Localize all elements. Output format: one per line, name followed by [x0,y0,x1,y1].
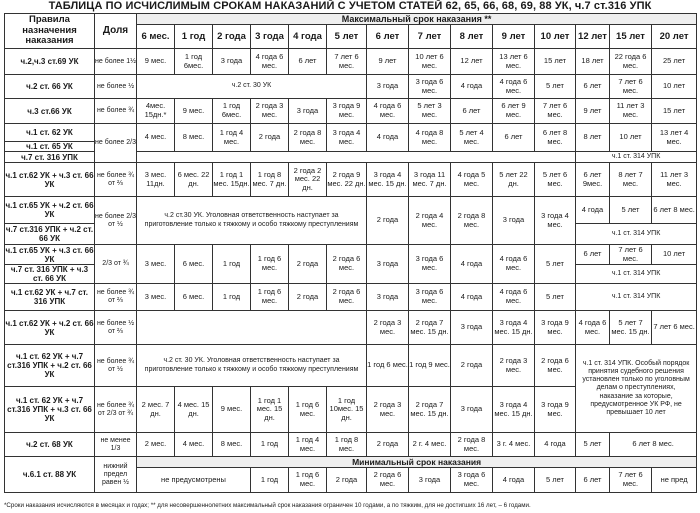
term-cell: 3 года 4 мес. 15 дн. [367,163,409,197]
header-year: 4 года [289,25,327,49]
row-label: ч.2 ст. 68 УК [5,433,95,457]
row-note: ч.2 ст.30 УК. Уголовная ответственность наступает за приготовление только к тяжкому и особо тяжкому преступлениям [137,197,367,245]
term-cell: не пред [652,468,697,493]
term-cell: 2 года 7 мес. 15 дн. [409,311,451,345]
header-year: 6 лет [367,25,409,49]
header-rule: Правила назначения наказания [5,14,95,49]
footnote: *Сроки наказания исчисляются в месяцах и годах; ** для несовершеннолетних максимальный срок наказания ограничен 10 годами, а по тяжким, для не достигших 16 лет, – 6 годами. [4,502,531,509]
term-cell: 4 года 6 мес. [251,49,289,75]
row-share: нижний предел равен ½ [95,457,137,493]
row-label: ч.3 ст.66 УК [5,99,95,124]
term-cell: 4 года [493,468,535,493]
term-cell: 3 года [367,245,409,284]
term-cell: 3 года 6 мес. [451,468,493,493]
term-cell: 3 года 4 мес. [535,197,576,245]
term-cell: 3 года [367,284,409,311]
term-cell: 6 мес. [175,245,213,284]
term-cell: 2 года 7 мес. 15 дн. [409,387,451,433]
row-label: ч.7 ст. 316 УПК + ч.3 ст. 66 УК [5,265,95,284]
term-cell: 4 года 6 мес. [493,284,535,311]
term-cell: 4 года 5 мес. [451,163,493,197]
term-cell: 8 лет [576,124,610,152]
term-cell: 3 года 9 мес. [327,99,367,124]
term-cell: 1 год 6 мес. [289,387,327,433]
term-cell: 2 года 3 мес. [251,99,289,124]
term-cell: 3 года [493,197,535,245]
term-cell: 4 года [451,245,493,284]
row-note: ч.1 ст. 314 УПК [576,265,697,284]
term-cell: 4 года [451,284,493,311]
term-cell: 3 мес. 11дн. [137,163,175,197]
row-label: ч.1 ст. 62 УК + ч.7 ст.316 УПК + ч.3 ст. 66 УК [5,387,95,433]
term-cell: 6 лет 8 мес. [652,197,697,224]
term-cell: 2 года 6 мес. [327,245,367,284]
header-year: 20 лет [652,25,697,49]
term-cell: 5 лет [610,197,652,224]
term-cell: 2 года 8 мес. [451,197,493,245]
term-cell: 5 лет [535,245,576,284]
row-label: ч.1 ст.65 УК + ч.2 ст. 66 УК [5,197,95,224]
term-cell: 6 лет [576,75,610,99]
term-cell: 15 лет [652,99,697,124]
term-cell: 3 года [451,387,493,433]
term-cell: 5 лет 7 мес. 15 дн. [610,311,652,345]
term-cell: 2 года 2 мес. 22 дн. [289,163,327,197]
row-label: ч.1 ст. 65 УК [5,142,95,152]
term-cell: 2 года [367,197,409,245]
term-cell: 3 г. 4 мес. [493,433,535,457]
empty-cell [137,311,367,345]
header-year: 5 лет [327,25,367,49]
term-cell: 3 года [451,311,493,345]
row-note: ч.1 ст. 314 УПК [576,224,697,245]
row-label: ч.1 ст. 62 УК [5,124,95,142]
term-cell: 5 лет [535,284,576,311]
row-share: не более ½ от ⅔ [95,311,137,345]
header-year: 6 мес. [137,25,175,49]
term-cell: 1 год 6мес. [213,99,251,124]
term-cell: 2 года 3 мес. [367,387,409,433]
term-cell: 7 лет 6 мес. [610,75,652,99]
term-cell: 3 года [289,99,327,124]
term-cell: 5 лет [535,75,576,99]
header-max-term: Максимальный срок наказания ** [137,14,697,25]
term-cell: 8 лет 7 мес. [610,163,652,197]
term-cell: 4 мес. [175,433,213,457]
term-cell: 3 мес. [137,284,175,311]
term-cell: 3 года 6 мес. [409,284,451,311]
term-cell: 9 лет [576,99,610,124]
term-cell: 4 года 6 мес. [367,99,409,124]
term-cell: 8 мес. [213,433,251,457]
row-note: ч.2 ст. 30 УК [137,75,367,99]
term-cell: 5 лет 22 дн. [493,163,535,197]
term-cell: 1 год 6 мес. [289,468,327,493]
term-cell: 22 года 6 мес. [610,49,652,75]
term-cell: 13 лет 6 мес. [493,49,535,75]
term-cell: 6 лет 8 мес. [610,433,697,457]
row-note: ч.2 ст. 30 УК. Уголовная ответственность наступает за приготовление только к тяжкому и особо тяжкому преступлениям [137,345,367,387]
term-cell: 1 год 6 мес. [367,345,409,387]
term-cell: 18 лет [576,49,610,75]
term-cell: 6 лет 9 мес. [493,99,535,124]
term-cell: 1 год 6 мес. [251,284,289,311]
term-cell: 2 года [367,433,409,457]
term-cell: 7 лет 6 мес. [610,468,652,493]
row-share: 2/3 от ¾ [95,245,137,284]
term-cell: 13 лет 4 мес. [652,124,697,152]
term-cell: 3 года 9 мес. [535,311,576,345]
header-year: 15 лет [610,25,652,49]
row-share: не менее 1/3 [95,433,137,457]
term-cell: 3 года 9 мес. [535,387,576,433]
row-share: не более ¾ от ⅔ [95,163,137,197]
term-cell: 4 мес. [137,124,175,152]
header-year: 7 лет [409,25,451,49]
term-cell: 12 лет [451,49,493,75]
term-cell: 2 года [251,124,289,152]
term-cell: 10 лет [610,124,652,152]
row-note: ч.1 ст. 314 УПК [576,152,697,163]
term-cell: 4 года 6 мес. [576,311,610,345]
term-cell: 1 год 1 мес. 15 дн. [251,387,289,433]
row-label: ч.7 ст.316 УПК + ч.2 ст. 66 УК [5,225,94,243]
term-cell: 1 год 9 мес. [409,345,451,387]
row-note: ч.1 ст. 314 УПК. Особый порядок принятия судебного решения установлен только по уголовным делам о преступлениях, наказание за которые, предусмотренное УК РФ, не превышает 10 лет [576,345,697,433]
term-cell: 2 года 8 мес. [289,124,327,152]
term-cell: 4 года [451,75,493,99]
term-cell: 6 лет [576,468,610,493]
header-share: Доля [95,14,137,49]
term-cell: 2 года [451,345,493,387]
term-cell: 2 года 8 мес. [451,433,493,457]
term-cell: 8 мес. [175,124,213,152]
term-cell: 4 года 8 мес. [409,124,451,152]
term-cell: 2 года 9 мес. 22 дн. [327,163,367,197]
row-label: ч.2 ст. 66 УК [5,75,95,99]
header-year: 3 года [251,25,289,49]
empty-cell [137,152,576,163]
term-cell: 2 г. 4 мес. [409,433,451,457]
row-label: ч.1 ст.62 УК + ч.3 ст. 66 УК [5,163,95,197]
term-cell: 1 год 1 мес. 15дн. [213,163,251,197]
row-share: не более ½ [95,75,137,99]
term-cell: 1 год 4 мес. [213,124,251,152]
term-cell: 3 мес. [137,245,175,284]
row-label: ч.6.1 ст. 88 УК [5,457,95,493]
row-label: ч.1 ст.62 УК + ч.2 ст. 66 УК [5,311,95,345]
header-min-term: Минимальный срок наказания [137,457,697,468]
term-cell: 3 года [367,75,409,99]
term-cell: 1 год 8 мес. [327,433,367,457]
term-cell: 3 года 11 мес. 7 дн. [409,163,451,197]
term-cell: 1 год 10мес. 15 дн. [327,387,367,433]
term-cell: 6 лет 9мес. [576,163,610,197]
term-cell: 2 года 3 мес. [367,311,409,345]
term-cell: 7 лет 6 мес. [327,49,367,75]
term-cell: 2 года 6 мес. [535,345,576,387]
term-cell: 2 года [289,284,327,311]
term-cell: 3 года 4 мес. 15 дн. [493,387,535,433]
term-cell: 2 мес. [137,433,175,457]
term-cell: 3 года 4 мес. 15 дн. [493,311,535,345]
term-cell: 4 года [367,124,409,152]
row-note: ч.1 ст. 314 УПК [576,284,697,311]
header-year: 1 год [175,25,213,49]
term-cell: 1 год [251,433,289,457]
term-cell: 2 года [289,245,327,284]
term-cell: 3 года 4 мес. [327,124,367,152]
row-label: ч.2,ч.3 ст.69 УК [5,49,95,75]
term-cell: не предусмотрены [137,468,251,493]
term-cell: 4 мес. 15 дн. [175,387,213,433]
term-cell: 1 год [213,284,251,311]
term-cell: 6 лет 8 мес. [535,124,576,152]
term-cell: 1 год 6 мес. [251,245,289,284]
term-cell: 5 лет [535,468,576,493]
term-cell: 3 года [409,468,451,493]
term-cell: 2 года 3 мес. [493,345,535,387]
header-year: 10 лет [535,25,576,49]
term-cell: 5 лет 6 мес. [535,163,576,197]
term-cell: 4 года 6 мес. [493,75,535,99]
term-cell: 10 лет [652,75,697,99]
term-cell: 2 года [327,468,367,493]
row-share: не более ¾ от ⅔ [95,284,137,311]
row-share: не более ¾ от ½ [95,345,137,387]
term-cell: 9 мес. [213,387,251,433]
term-cell: 4мес. 15дн.* [137,99,175,124]
term-cell: 7 лет 6 мес. [535,99,576,124]
term-cell: 6 лет [576,245,610,265]
term-cell: 1 год 6мес. [175,49,213,75]
term-cell: 15 лет [535,49,576,75]
row-share: не более ¾ [95,99,137,124]
term-cell: 10 лет 6 мес. [409,49,451,75]
term-cell: 11 лет 3 мес. [652,163,697,197]
term-cell: 6 мес. 22 дн. [175,163,213,197]
term-cell: 5 лет 4 мес. [451,124,493,152]
term-cell: 6 мес. [175,284,213,311]
term-cell: 4 года 6 мес. [493,245,535,284]
term-cell: 25 лет [652,49,697,75]
term-cell: 9 мес. [175,99,213,124]
term-cell: 9 мес. [137,49,175,75]
term-cell: 4 года [535,433,576,457]
header-year: 2 года [213,25,251,49]
row-share: не более 2/3 [95,124,137,163]
term-cell: 2 года 6 мес. [327,284,367,311]
term-cell: 2 года 6 мес. [367,468,409,493]
row-label: ч.1 ст.62 УК + ч.7 ст. 316 УПК [5,284,95,311]
header-year: 12 лет [576,25,610,49]
row-label: ч.7 ст. 316 УПК [5,152,95,163]
term-cell: 9 лет [367,49,409,75]
term-cell: 11 лет 3 мес. [610,99,652,124]
term-cell: 10 лет [652,245,697,265]
term-cell: 2 мес. 7 дн. [137,387,175,433]
term-cell: 3 года [213,49,251,75]
term-cell: 3 года 6 мес. [409,245,451,284]
term-cell: 1 год 8 мес. 7 дн. [251,163,289,197]
term-cell: 1 год 4 мес. [289,433,327,457]
sentencing-table [4,13,696,497]
term-cell: 6 лет [289,49,327,75]
term-cell: 7 лет 6 мес. [610,245,652,265]
term-cell: 5 лет 3 мес. [409,99,451,124]
term-cell: 4 года [576,197,610,224]
page-title: ТАБЛИЦА ПО ИСЧИСЛИМЫМ СРОКАМ НАКАЗАНИЙ С УЧЕТОМ СТАТЕЙ 62, 65, 66, 68, 69, 88 УК, ч.7 ст.316 УПК [48,0,652,12]
term-cell: 5 лет [576,433,610,457]
term-cell: 6 лет [493,124,535,152]
row-share: не более 2/3 от ½ [95,197,137,245]
term-cell: 6 лет [451,99,493,124]
term-cell: 1 год [213,245,251,284]
row-share: не более 1½ [95,49,137,75]
row-label: ч.1 ст.65 УК + ч.3 ст. 66 УК [5,245,94,264]
term-cell: 3 года 6 мес. [409,75,451,99]
term-cell: 2 года 4 мес. [409,197,451,245]
term-cell: 7 лет 6 мес. [652,311,697,345]
header-year: 9 лет [493,25,535,49]
row-share: не более ¾ от 2/3 от ¾ [95,387,137,433]
header-year: 8 лет [451,25,493,49]
term-cell: 1 год [251,468,289,493]
row-label: ч.1 ст. 62 УК + ч.7 ст.316 УПК + ч.2 ст. 66 УК [5,345,95,387]
